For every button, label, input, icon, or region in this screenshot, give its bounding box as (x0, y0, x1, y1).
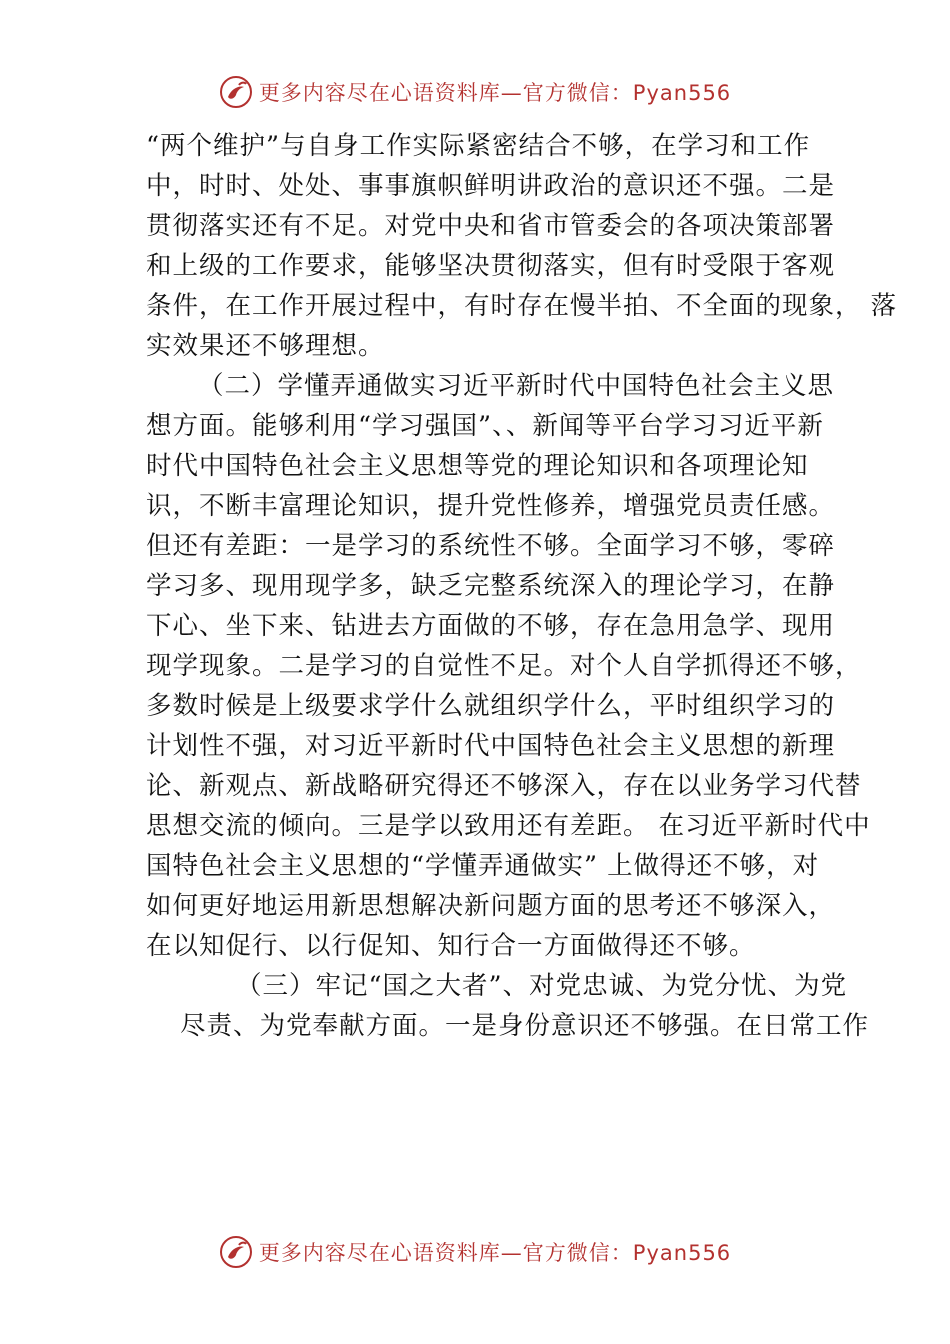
body-line: 计划性不强，对习近平新时代中国特色社会主义思想的新理 (146, 731, 836, 761)
body-line: 实效果还不够理想。 (146, 331, 385, 361)
body-line: 中，时时、处处、事事旗帜鲜明讲政治的意识还不强。二是 (146, 171, 836, 201)
body-line: 和上级的工作要求，能够坚决贯彻落实，但有时受限于客观 (146, 251, 836, 281)
paragraph-heading-line: （二）学懂弄通做实习近平新时代中国特色社会主义思 (198, 371, 835, 401)
swan-seal-logo-icon (219, 1235, 253, 1269)
body-line: 思想交流的倾向。三是学以致用还有差距。 在习近平新时代中 (146, 811, 871, 841)
header-watermark (0, 72, 950, 112)
body-line: 国特色社会主义思想的“学懂弄通做实” 上做得还不够，对 (146, 851, 820, 881)
body-line: 贯彻落实还有不足。对党中央和省市管委会的各项决策部署 (146, 211, 836, 241)
watermark-text: 更多内容尽在心语资料库—官方微信：Pyan556 (258, 81, 732, 105)
body-line: 多数时候是上级要求学什么就组织学什么，平时组织学习的 (146, 691, 836, 721)
body-line: 尽责、为党奉献方面。一是身份意识还不够强。在日常工作 (180, 1011, 870, 1041)
footer-watermark (0, 1232, 950, 1272)
swan-seal-logo-icon (219, 75, 253, 109)
body-line: 下心、坐下来、钻进去方面做的不够，存在急用急学、现用 (146, 611, 836, 641)
body-line: 学习多、现用现学多，缺乏完整系统深入的理论学习，在静 (146, 571, 836, 601)
body-line: 如何更好地运用新思想解决新问题方面的思考还不够深入， (146, 891, 836, 921)
body-line: 但还有差距：一是学习的系统性不够。全面学习不够，零碎 (146, 531, 836, 561)
body-line: “两个维护”与自身工作实际紧密结合不够，在学习和工作 (146, 131, 811, 161)
body-line: 现学现象。二是学习的自觉性不足。对个人自学抓得还不够， (146, 651, 862, 681)
body-line: 时代中国特色社会主义思想等党的理论知识和各项理论知 (146, 451, 809, 481)
paragraph-heading-line: （三）牢记“国之大者”、对党忠诚、为党分忧、为党 (236, 971, 848, 1001)
body-line: 想方面。能够利用“学习强国”、、新闻等平台学习习近平新 (146, 411, 824, 441)
body-line: 识，不断丰富理论知识，提升党性修养，增强党员责任感。 (146, 491, 836, 521)
body-line: 论、新观点、新战略研究得还不够深入，存在以业务学习代替 (146, 771, 862, 801)
body-line: 条件，在工作开展过程中，有时存在慢半拍、不全面的现象， 落 (146, 291, 898, 321)
watermark-text: 更多内容尽在心语资料库—官方微信：Pyan556 (258, 1241, 732, 1265)
body-line: 在以知促行、以行促知、知行合一方面做得还不够。 (146, 931, 756, 961)
